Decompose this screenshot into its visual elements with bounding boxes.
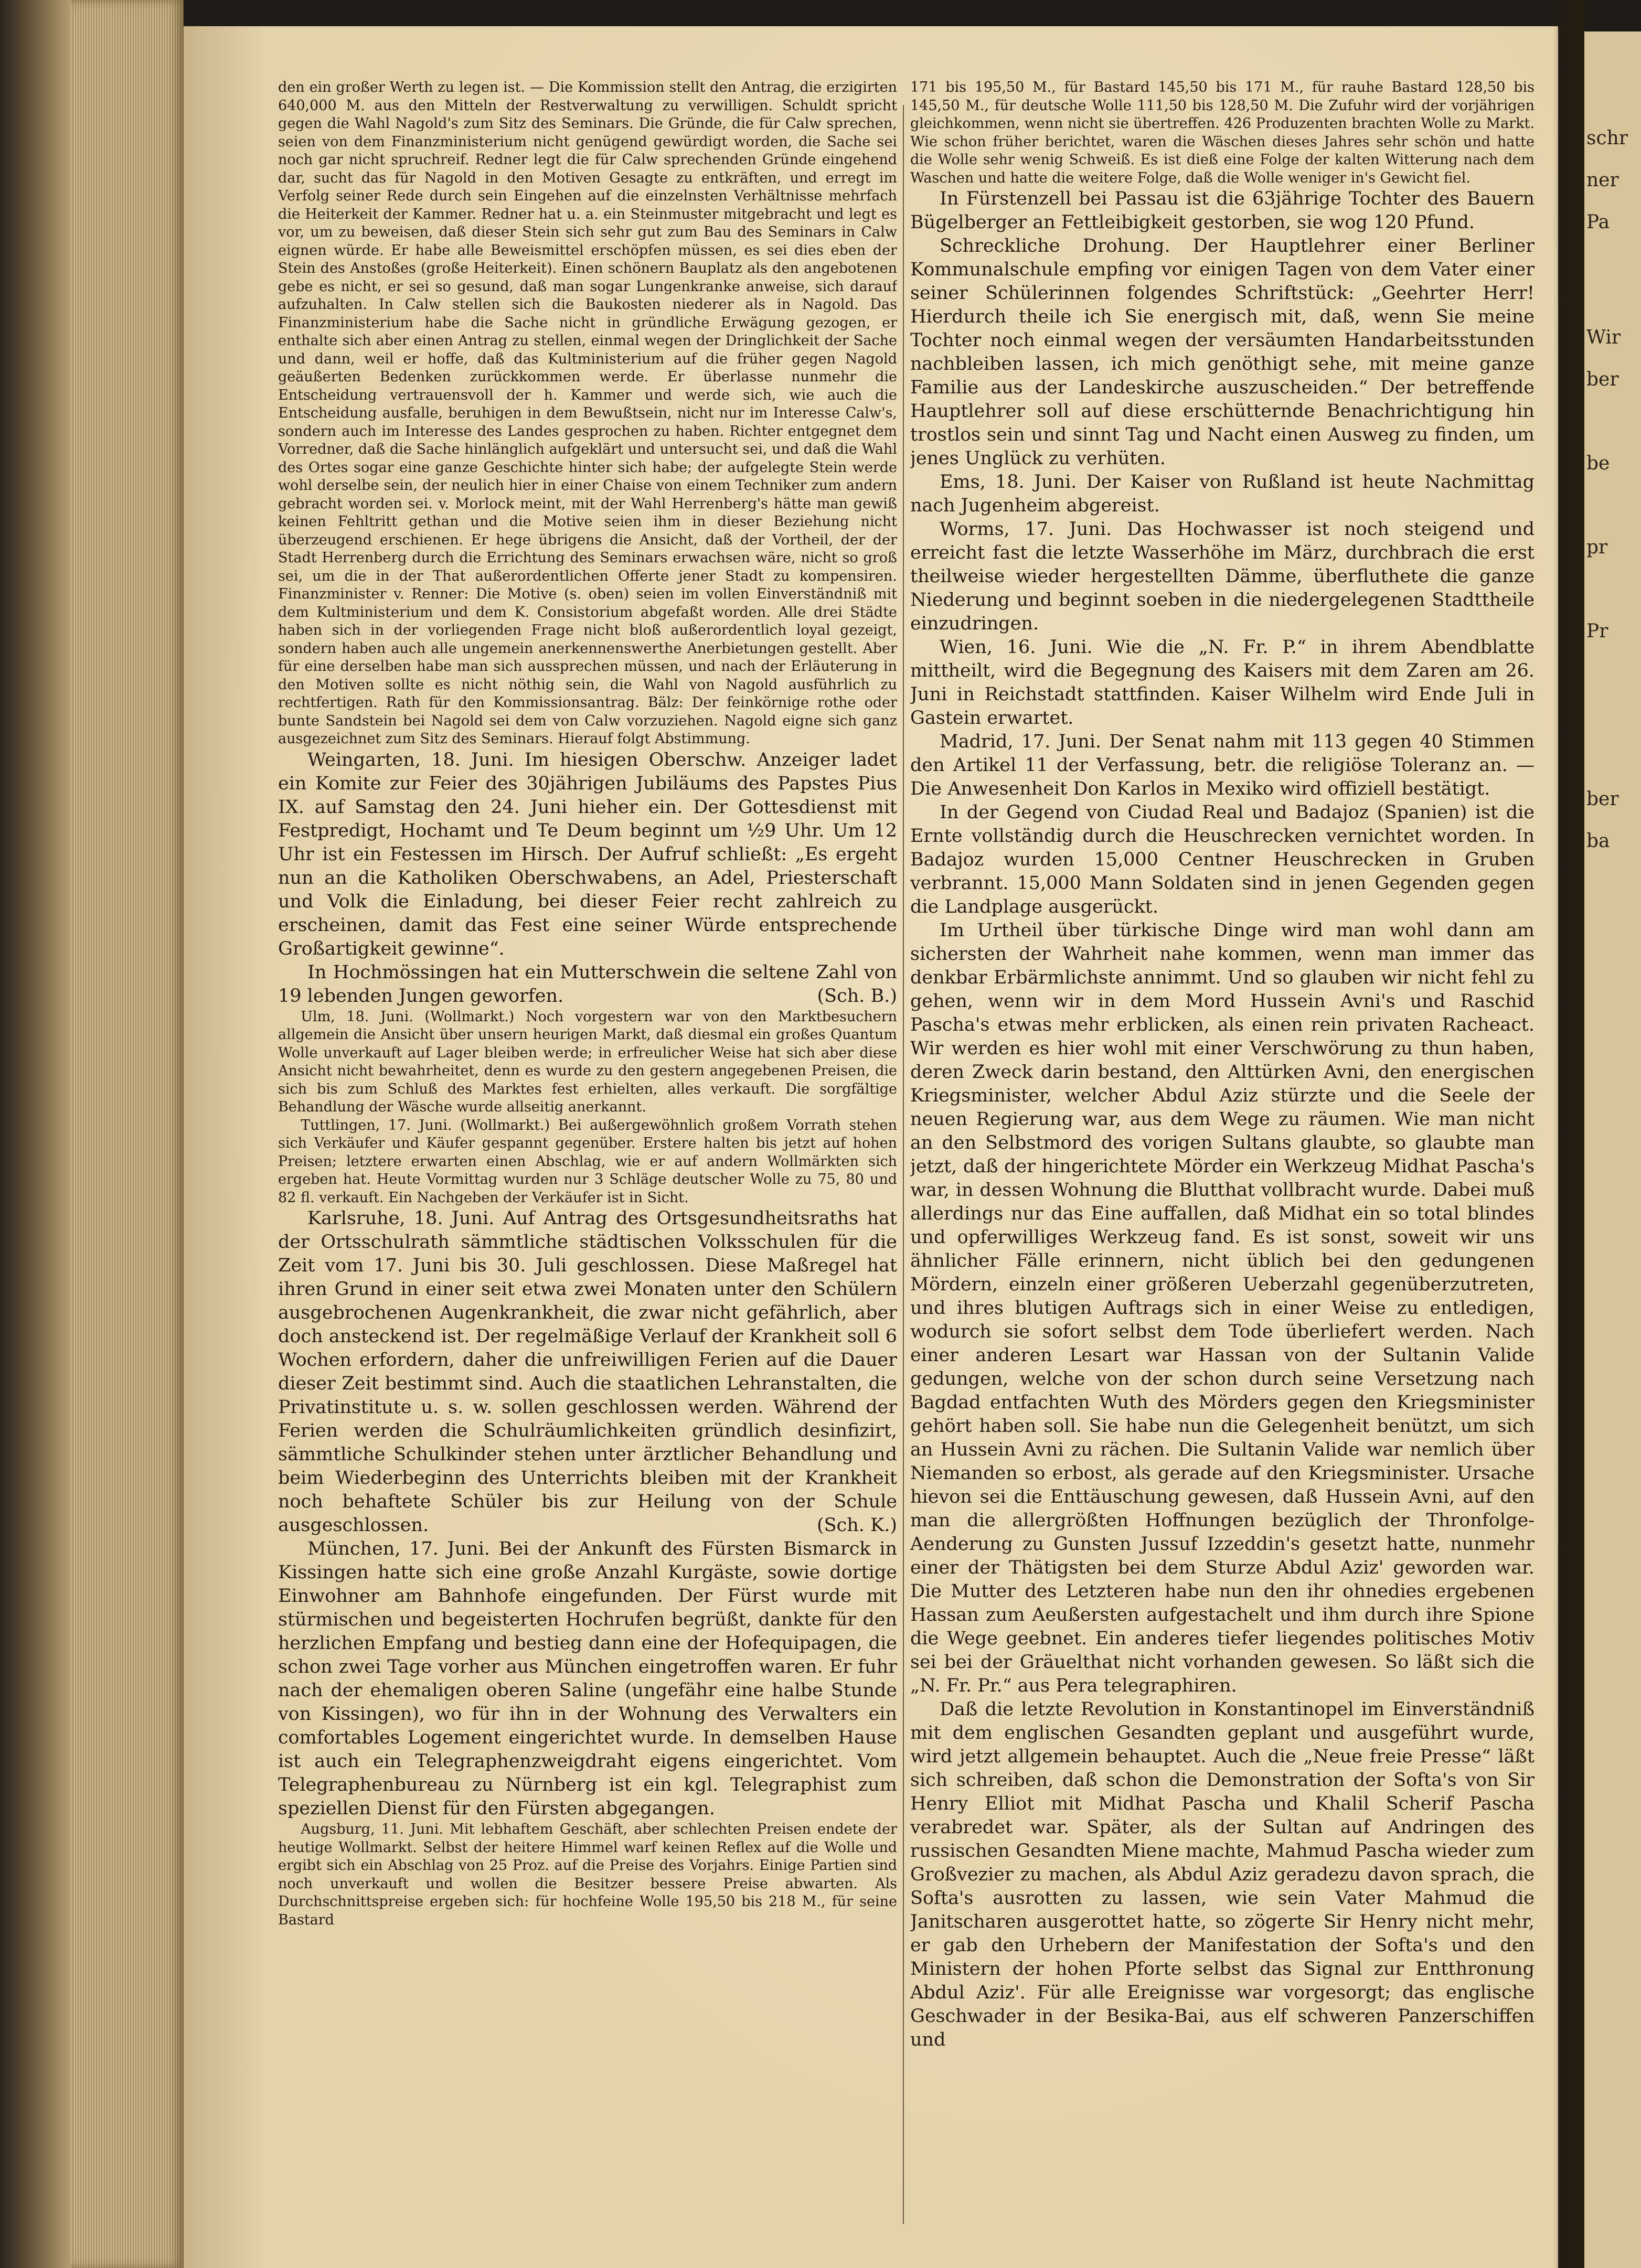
article-paragraph xyxy=(278,748,897,961)
article-text: München, 17. Juni. Bei der Ankunft des Fürsten Bismarck in Kissingen hatte sich eine große Anzahl Kurgäste, sowie dortige Einwohner am Bahnhofe eingefunden. Der Fürst wurde mit stürmischen und begeisterten Hochrufen begrüßt, dankte für den herzlichen Empfang und bestieg dann eine der Hofequipagen, die schon zwei Tage vorher aus München eingetroffen waren. Er fuhr nach der ehemaligen oberen Saline (ungefähr eine halbe Stunde von Kissingen), wo für ihn in der Wohnung des Verwalters ein comfortables Logement eingerichtet wurde. In demselben Hause ist auch ein Telegraphenzweigdraht eigens eingerichtet. Vom Telegraphenbureau zu Nürnberg ist ein kgl. Telegraphist zum speziellen Dienst für den Fürsten abgegangen. xyxy=(278,1538,897,1819)
article-paragraph xyxy=(910,470,1535,518)
article-text: Ulm, 18. Juni. (Wollmarkt.) Noch vorgestern war von den Marktbesuchern allgemein die Ansicht über unsern heurigen Markt, daß diesmal ein großes Quantum Wolle unverkauft auf Lager bleiben werde; in erfreulicher Weise hat sich aber diese Ansicht nicht bewahrheitet, denn es wurde zu den gestern angegebenen Preisen, die sich bis zum Schluß des Marktes fest erhielten, alles verkauft. Die sorgfältige Behandlung der Wäsche wurde allseitig anerkannt. xyxy=(278,1008,897,1115)
next-page-fragment: be xyxy=(1586,453,1610,474)
article-text: Madrid, 17. Juni. Der Senat nahm mit 113 gegen 40 Stimmen den Artikel 11 der Verfassung, betr. die religiöse Toleranz an. — Die Anwesenheit Don Karlos in Mexiko wird offiziell bestätigt. xyxy=(910,731,1535,799)
column-rule xyxy=(903,105,904,2224)
article-text: Daß die letzte Revolution in Konstantinopel im Einverständniß mit dem englischen Gesandten geplant und ausgeführt wurde, wird jetzt allgemein behauptet. Auch die „Neue freie Presse“ läßt sich schreiben, daß schon die Demonstration der Softa's von Sir Henry Elliot mit Midhat Pascha und Khalil Scherif Pascha verabredet war. Später, als der Sultan auf Andringen des russischen Gesandten Miene machte, Mahmud Pascha wieder zum Großvezier zu machen, als Abdul Aziz geradezu davon sprach, die Softa's ausrotten zu lassen, wie sein Vater Mahmud die Janitscharen ausgerottet hatte, so zögerte Sir Henry nicht mehr, er gab den Urhebern der Manifestation der Softa's und den Ministern der hohen Pforte selbst das Signal zur Entthronung Abdul Aziz'. Für alle Ereignisse war vorgesorgt; das englische Geschwader in der Besika-Bai, aus elf schweren Panzerschiffen und xyxy=(910,1699,1535,2050)
article-paragraph xyxy=(278,79,897,748)
article-paragraph xyxy=(910,79,1535,187)
next-page-edge xyxy=(1584,31,1641,2268)
article-paragraph xyxy=(278,1117,897,1207)
next-page-fragment: ner xyxy=(1586,169,1619,191)
gutter-shadow xyxy=(1553,0,1584,2268)
article-text: In Fürstenzell bei Passau ist die 63jährige Tochter des Bauern Bügelberger an Fettleibigkeit gestorben, sie wog 120 Pfund. xyxy=(910,188,1535,233)
next-page-fragment: Pa xyxy=(1586,211,1610,233)
article-text: Weingarten, 18. Juni. Im hiesigen Oberschw. Anzeiger ladet ein Komite zur Feier des 30jährigen Jubiläums des Papstes Pius IX. auf Samstag den 24. Juni hieher ein. Der Gottesdienst mit Festpredigt, Hochamt und Te Deum beginnt um ½9 Uhr. Um 12 Uhr ist ein Festessen im Hirsch. Der Aufruf schließt: „Es ergeht nun an die Katholiken Oberschwabens, an Adel, Priesterschaft und Volk die Einladung, bei dieser Feier recht zahlreich zu erscheinen, damit das Fest eine seiner Würde entsprechende Großartigkeit gewinne“. xyxy=(278,749,897,959)
article-source: (Sch. B.) xyxy=(817,985,897,1007)
article-text: Im Urtheil über türkische Dinge wird man wohl dann am sichersten der Wahrheit nahe kommen, wenn man immer das denkbar Erbärmlichste annimmt. Und so glauben wir nicht fehl zu gehen, wenn wir in dem Mord Hussein Avni's und Raschid Pascha's etwas mehr erblicken, als einen rein privaten Racheact. Wir werden es hier wohl mit einer Verschwörung zu thun haben, deren Zweck darin bestand, den Alttürken Avni, den energischen Kriegsminister, welcher Abdul Aziz stürzte und die Seele der neuen Regierung war, aus dem Wege zu räumen. Wie man nicht an den Selbstmord des vorigen Sultans glaubte, so glaubte man jetzt, daß der hingerichtete Mörder ein Werkzeug Midhat Pascha's war, in dessen Wohnung die Blutthat vollbracht wurde. Dabei muß allerdings nur das Eine auffallen, daß Midhat ein so total blindes und opferwilliges Werkzeug fand. Es ist sonst, soweit wir uns ähnlicher Fälle erinnern, nicht üblich bei den gedungenen Mördern, einzeln einer größeren Ueberzahl gegenüberzutreten, und ihres blutigen Auftrags sich in einer Weise zu entledigen, wodurch sie sofort selbst dem Tode überliefert werden. Nach einer anderen Lesart war Hassan von der Sultanin Valide gedungen, welche von der schon durch seine Versetzung nach Bagdad entfachten Wuth des Mörders gegen den Kriegsminister gehört haben soll. Sie habe nun die Gelegenheit benützt, um sich an Hussein Avni zu rächen. Die Sultanin Valide war nemlich über Niemanden so erbost, als gerade auf den Kriegsminister. Ursache hievon sei die Enttäuschung gewesen, daß Hussein Avni, auf den man die allergrößten Hoffnungen bezüglich der Thronfolge-Aenderung zu Gunsten Jussuf Izzeddin's gesetzt hatte, nunmehr einer der Thätigsten bei dem Sturze Abdul Aziz' geworden war. Die Mutter des Letzteren habe nun den ihr ohnedies ergebenen Hassan zum Aeußersten aufgestachelt und ihm durch ihre Spione die Wege geebnet. Ein anderes tiefer liegendes politisches Motiv sei bei der Gräuelthat nicht vorhanden gewesen. So läßt sich die „N. Fr. Pr.“ aus Pera telegraphiren. xyxy=(910,920,1535,1696)
left-column xyxy=(278,79,897,2208)
article-text: Augsburg, 11. Juni. Mit lebhaftem Geschäft, aber schlechten Preisen endete der heutige Wollmarkt. Selbst der heitere Himmel warf keinen Reflex auf die Wolle und ergibt sich ein Abschlag von 25 Proz. auf die Preise des Vorjahrs. Einige Partien sind noch unverkauft und wollen die Besitzer bessere Preise abwarten. Als Durchschnittspreise ergeben sich: für hochfeine Wolle 195,50 bis 218 M., für seine Bastard xyxy=(278,1821,897,1928)
article-paragraph xyxy=(910,1698,1535,2052)
next-page-fragment: pr xyxy=(1586,537,1608,558)
next-page-fragment: schr xyxy=(1586,127,1628,149)
article-paragraph xyxy=(910,636,1535,730)
right-column xyxy=(910,79,1535,2208)
article-paragraph xyxy=(910,730,1535,801)
article-text: Wien, 16. Juni. Wie die „N. Fr. P.“ in ihrem Abendblatte mittheilt, wird die Begegnung des Kaisers mit dem Zaren am 26. Juni in Reichstadt stattfinden. Kaiser Wilhelm wird Ende Juli in Gastein erwartet. xyxy=(910,637,1535,729)
article-paragraph xyxy=(278,961,897,1008)
article-paragraph xyxy=(910,801,1535,919)
article-paragraph xyxy=(910,518,1535,636)
next-page-fragment: ba xyxy=(1586,830,1610,852)
article-paragraph xyxy=(278,1207,897,1537)
next-page-fragment: Wir xyxy=(1586,327,1621,348)
book-binding xyxy=(0,0,71,2268)
article-paragraph xyxy=(278,1008,897,1117)
article-text: Ems, 18. Juni. Der Kaiser von Rußland ist heute Nachmittag nach Jugenheim abgereist. xyxy=(910,472,1535,516)
next-page-fragment: Pr xyxy=(1586,621,1608,642)
article-paragraph xyxy=(278,1821,897,1929)
next-page-fragment: ber xyxy=(1586,788,1619,810)
article-text: Schreckliche Drohung. Der Hauptlehrer einer Berliner Kommunalschule empfing vor einigen Tagen von dem Vater einer seiner Schülerinnen folgendes Schriftstück: „Geehrter Herr! Hierdurch theile ich Sie energisch mit, daß, wenn Sie meine Tochter noch einmal wegen der versäumten Handarbeitsstunden nachbleiben lassen, ich mich genöthigt sehe, mit meine ganze Familie aus der Landeskirche auszuscheiden.“ Der betreffende Hauptlehrer soll auf diese erschütternde Benachrichtigung hin trostlos sein und sinnt Tag und Nacht einen Ausweg zu finden, um jenes Unglück zu verhüten. xyxy=(910,236,1535,469)
next-page-fragment: ber xyxy=(1586,369,1619,390)
page-edges xyxy=(71,0,184,2268)
article-source: (Sch. K.) xyxy=(817,1515,897,1536)
article-text: 171 bis 195,50 M., für Bastard 145,50 bis 171 M., für rauhe Bastard 128,50 bis 145,50 M., für deutsche Wolle 111,50 bis 128,50 M. Die Zufuhr wird der vorjährigen gleichkommen, wenn nicht sie übertreffen. 426 Produzenten brachten Wolle zu Markt. Wie schon früher berichtet, waren die Wäschen dieses Jahres sehr schön und hatte die Wolle sehr wenig Schweiß. Es ist dieß eine Folge der kalten Witterung nach dem Waschen und hatte die weitere Folge, daß die Wolle weniger in's Gewicht fiel. xyxy=(910,79,1535,186)
article-text: In der Gegend von Ciudad Real und Badajoz (Spanien) ist die Ernte vollständig durch die Heuschrecken vernichtet worden. In Badajoz wurden 15,000 Centner Heuschrecken in Gruben verbrannt. 15,000 Mann Soldaten sind in jenen Gegenden gegen die Landplage ausgerückt. xyxy=(910,802,1535,917)
article-paragraph xyxy=(278,1537,897,1821)
article-paragraph xyxy=(910,919,1535,1698)
article-text: Worms, 17. Juni. Das Hochwasser ist noch steigend und erreicht fast die letzte Wasserhöhe im März, durchbrach die erst theilweise wieder hergestellten Dämme, überfluthete die ganze Niederung und beginnt soeben in die niedergelegenen Stadttheile einzudringen. xyxy=(910,519,1535,634)
article-text: den ein großer Werth zu legen ist. — Die Kommission stellt den Antrag, die erzigirten 640,000 M. aus den Mitteln der Restverwaltung zu verwilligen. Schuldt spricht gegen die Wahl Nagold's zum Sitz des Seminars. Die Gründe, die für Calw sprechen, seien von dem Finanzministerium nicht genügend gewürdigt worden, die Sache sei noch gar nicht spruchreif. Redner legt die für Calw sprechenden Gründe eingehend dar, sucht das für Nagold in den Motiven Gesagte zu entkräften, und erregt im Verfolg seiner Rede durch sein Eingehen auf die einzelnsten Verhältnisse mehrfach die Heiterkeit der Kammer. Redner hat u. a. ein Steinmuster mitgebracht und legt es vor, um zu beweisen, daß dieser Stein sich sehr gut zum Bau des Seminars in Calw eignen würde. Er habe alle Beweismittel erschöpfen müssen, es sei dies eben der Stein des Anstoßes (große Heiterkeit). Einen schönern Bauplatz als den angebotenen gebe es nicht, er sei so gesund, daß man sogar Lungenkranke anweise, sich darauf aufzuhalten. In Calw stellen sich die Baukosten niederer als in Nagold. Das Finanzministerium habe die Sache nicht in gründliche Erwägung gezogen, er enthalte sich aber einen Antrag zu stellen, einmal wegen der Dringlichkeit der Sache und dann, weil er hoffe, daß das Kultministerium auf die früher gegen Nagold geäußerten Bedenken zurückkommen werde. Er überlasse nunmehr die Entscheidung vertrauensvoll der h. Kammer und werde sich, wie auch die Entscheidung ausfalle, beruhigen in dem Bewußtsein, nicht nur im Interesse Calw's, sondern auch im Interesse des Landes gesprochen zu haben. Richter entgegnet dem Vorredner, daß die Sache hinlänglich aufgeklärt und untersucht sei, und daß die Wahl des Ortes sogar eine ganze Geschichte hinter sich habe; der aufgelegte Stein werde wohl derselbe sein, der neulich hier in einer Chaise von einem Techniker zum andern gebracht worden sei. v. Morlock meint, mit der Wahl Herrenberg's hätte man gewiß keinen Fehltritt gethan und die Motive seien ihm in dieser Beziehung nicht überzeugend erschienen. Er hege übrigens die Ansicht, daß der Vortheil, der der Stadt Herrenberg durch die Errichtung des Seminars erwachsen wäre, nicht so groß sei, um die in der That außerordentlichen Offerte jener Stadt zu kompensiren. Finanzminister v. Renner: Die Motive (s. oben) seien im vollen Einverständniß mit dem Kultministerium und dem K. Consistorium abgefaßt worden. Alle drei Städte haben sich in der vorliegenden Frage nicht bloß außerordentlich loyal gezeigt, sondern haben auch alle ungemein anerkennenswerthe Anerbietungen gestellt. Aber für eine derselben habe man sich aussprechen müssen, und nach der Erläuterung in den Motiven sollte es nicht nöthig sein, die Wahl von Nagold ausführlich zu rechtfertigen. Rath für den Kommissionsantrag. Bälz: Der feinkörnige rothe oder bunte Sandstein bei Nagold sei dem von Calw vorzuziehen. Nagold eigne sich ganz ausgezeichnet zum Sitz des Seminars. Hierauf folgt Abstimmung. xyxy=(278,79,897,747)
article-paragraph xyxy=(910,187,1535,234)
article-paragraph xyxy=(910,234,1535,470)
article-text: In Hochmössingen hat ein Mutterschwein die seltene Zahl von 19 lebenden Jungen geworfen. xyxy=(278,961,897,1007)
article-text: Karlsruhe, 18. Juni. Auf Antrag des Ortsgesundheitsraths hat der Ortsschulrath sämmtliche städtischen Volksschulen für die Zeit vom 17. Juni bis 30. Juli geschlossen. Diese Maßregel hat ihren Grund in einer seit etwa zwei Monaten unter den Schülern ausgebrochenen Augenkrankheit, die zwar nicht gefährlich, aber doch ansteckend ist. Der regelmäßige Verlauf der Krankheit soll 6 Wochen erfordern, daher die unfreiwilligen Ferien auf die Dauer dieser Zeit bestimmt sind. Auch die staatlichen Lehranstalten, die Privatinstitute u. s. w. sollen geschlossen werden. Während der Ferien werden die Schulräumlichkeiten gründlich desinfizirt, sämmtliche Schulkinder stehen unter ärztlicher Behandlung und beim Wiederbeginn des Unterrichts bleiben mit der Krankheit noch behaftete Schüler bis zur Heilung von der Schule ausgeschlossen. xyxy=(278,1208,897,1536)
article-text: Tuttlingen, 17. Juni. (Wollmarkt.) Bei außergewöhnlich großem Vorrath stehen sich Verkäufer und Käufer gespannt gegenüber. Erstere halten bis jetzt auf hohen Preisen; letztere erwarten einen Abschlag, wie er auf andern Wollmärkten sich ergeben hat. Heute Vormittag wurden nur 3 Schläge deutscher Wolle zu 75, 80 und 82 fl. verkauft. Ein Nachgeben der Verkäufer ist in Sicht. xyxy=(278,1117,897,1206)
